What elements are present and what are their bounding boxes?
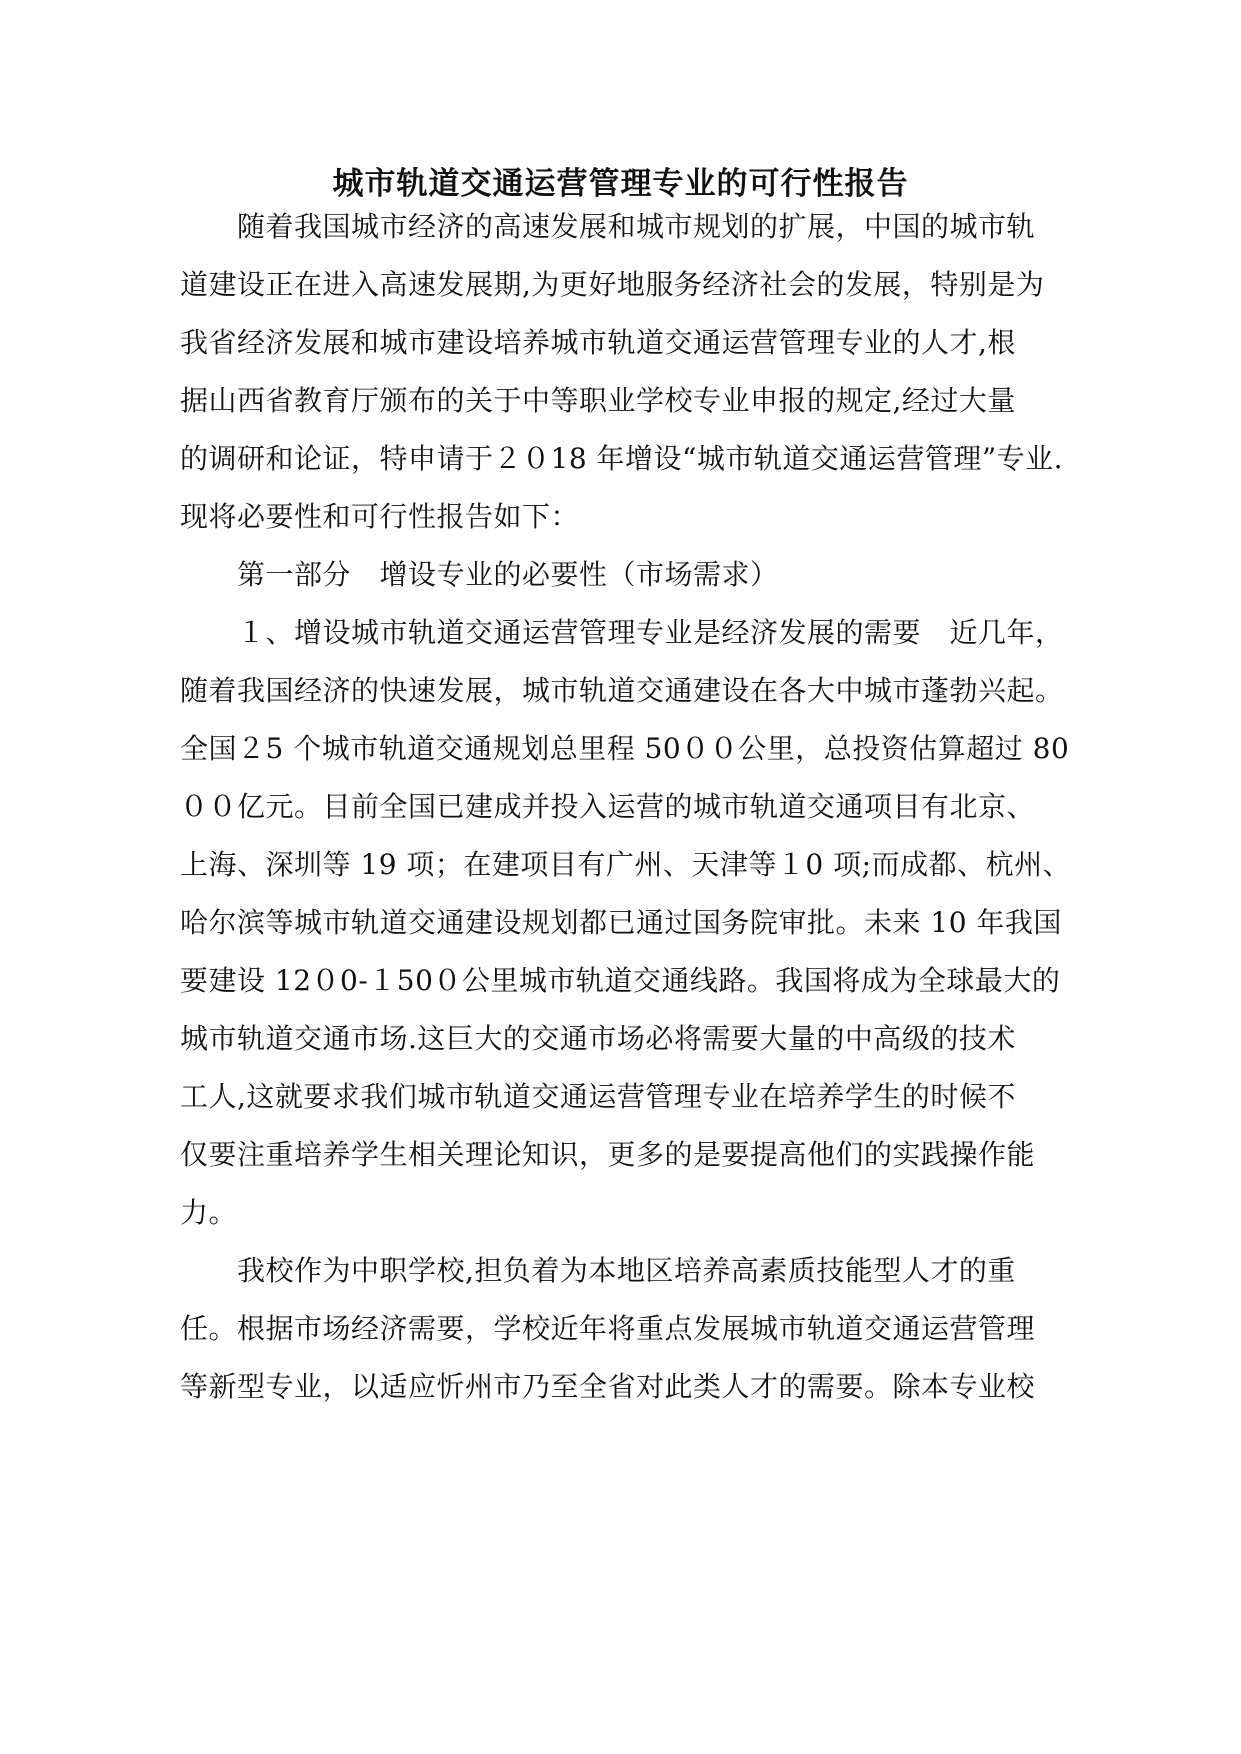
text-line: 的调研和论证，特申请于２０18 年增设“城市轨道交通运营管理”专业. <box>180 442 1064 475</box>
section-heading: 第一部分 增设专业的必要性（市场需求） <box>180 558 779 591</box>
text-line: 现将必要性和可行性报告如下： <box>180 500 580 533</box>
text-line: 我校作为中职学校,担负着为本地区培养高素质技能型人才的重 <box>180 1254 1016 1287</box>
text-line: １、增设城市轨道交通运营管理专业是经济发展的需要 近几年， <box>180 616 1064 649</box>
text-line: 我省经济发展和城市建设培养城市轨道交通运营管理专业的人才,根 <box>180 326 1016 359</box>
text-line: 等新型专业，以适应忻州市乃至全省对此类人才的需要。除本专业校 <box>180 1370 1036 1403</box>
text-line: 要建设 12０0-１50０公里城市轨道交通线路。我国将成为全球最大的 <box>180 964 1061 997</box>
text-line: 哈尔滨等城市轨道交通建设规划都已通过国务院审批。未来 10 年我国 <box>180 906 1062 939</box>
text-line: ００亿元。目前全国已建成并投入运营的城市轨道交通项目有北京、 <box>180 790 1036 823</box>
text-line: 道建设正在进入高速发展期,为更好地服务经济社会的发展，特别是为 <box>180 268 1045 301</box>
text-line: 力。 <box>180 1196 238 1229</box>
text-line: 全国２5 个城市轨道交通规划总里程 50００公里，总投资估算超过 80 <box>180 732 1070 765</box>
text-line: 工人,这就要求我们城市轨道交通运营管理专业在培养学生的时候不 <box>180 1080 1016 1113</box>
text-line: 上海、深圳等 19 项；在建项目有广州、天津等１0 项;而成都、杭州、 <box>180 848 1072 881</box>
text-line: 仅要注重培养学生相关理论知识，更多的是要提高他们的实践操作能 <box>180 1138 1036 1171</box>
text-line: 城市轨道交通市场.这巨大的交通市场必将需要大量的中高级的技术 <box>180 1022 1016 1055</box>
text-line: 任。根据市场经济需要，学校近年将重点发展城市轨道交通运营管理 <box>180 1312 1036 1345</box>
text-line: 随着我国城市经济的高速发展和城市规划的扩展，中国的城市轨 <box>180 210 1036 243</box>
text-line: 据山西省教育厅颁布的关于中等职业学校专业申报的规定,经过大量 <box>180 384 1016 417</box>
document-title: 城市轨道交通运营管理专业的可行性报告 <box>332 166 909 202</box>
text-line: 随着我国经济的快速发展，城市轨道交通建设在各大中城市蓬勃兴起。 <box>180 674 1064 707</box>
